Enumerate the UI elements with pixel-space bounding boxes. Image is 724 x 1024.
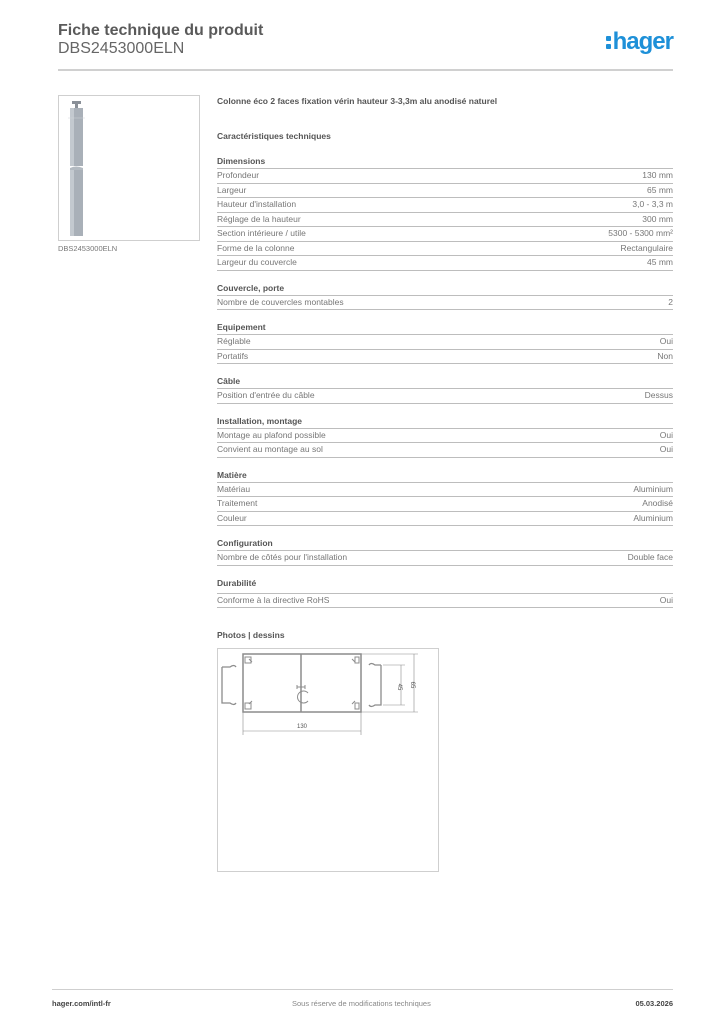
- spec-row: [217, 198, 673, 213]
- spec-label: Section intérieure / utile: [217, 228, 306, 238]
- spec-value: 3,0 - 3,3 m: [632, 199, 673, 209]
- spec-row: [217, 227, 673, 242]
- spec-value: Rectangulaire: [620, 242, 673, 253]
- section-title: Matière: [217, 470, 673, 483]
- spec-label: Forme de la colonne: [217, 242, 295, 253]
- spec-value: Oui: [659, 594, 673, 605]
- product-photo-caption: DBS2453000ELN: [58, 244, 118, 253]
- product-description: Colonne éco 2 faces fixation vérin hauteur 3-3,3m alu anodisé naturel: [217, 96, 498, 106]
- spec-label: Portatifs: [217, 350, 249, 361]
- spec-label: Traitement: [217, 498, 258, 508]
- spec-label: Convient au montage au sol: [217, 444, 323, 454]
- section-matiere: [217, 470, 673, 527]
- page-title: Fiche technique du produit: [58, 22, 264, 39]
- spec-row: [217, 497, 673, 512]
- footer-website-link[interactable]: hager.com/intl-fr: [52, 999, 111, 1008]
- spec-value: Aluminium: [633, 512, 673, 523]
- section-title: Installation, montage: [217, 416, 673, 429]
- spec-value: Oui: [659, 444, 673, 454]
- section-title: Couvercle, porte: [217, 283, 673, 296]
- spec-row: [217, 594, 673, 609]
- spec-row: [217, 242, 673, 257]
- spec-value: Oui: [659, 336, 673, 346]
- spec-value: Double face: [627, 552, 673, 562]
- section-installation-montage: [217, 416, 673, 458]
- spec-row: [217, 483, 673, 498]
- spec-label: Conforme à la directive RoHS: [217, 594, 330, 605]
- spec-value: 65 mm: [647, 184, 673, 195]
- spec-value: Anodisé: [642, 498, 673, 508]
- section-configuration: [217, 538, 673, 566]
- spec-value: Non: [657, 350, 673, 361]
- spec-row: [217, 429, 673, 444]
- spec-row: [217, 350, 673, 365]
- section-title: Dimensions: [217, 156, 673, 169]
- cross-section-drawing-icon: [218, 649, 438, 871]
- dimension-height-label: 65: [409, 681, 415, 689]
- dimension-width-label: 130: [296, 724, 308, 730]
- section-equipement: [217, 322, 673, 364]
- section-durabilite: [217, 578, 673, 609]
- spec-row: [217, 184, 673, 199]
- spec-row: [217, 256, 673, 271]
- photos-heading: Photos | dessins: [217, 630, 285, 640]
- spec-value: 5300 - 5300 mm²: [608, 228, 673, 238]
- spec-label: Couleur: [217, 512, 247, 523]
- section-cable: [217, 376, 673, 404]
- spec-value: 300 mm: [642, 213, 673, 224]
- page-footer: [52, 999, 673, 1008]
- footer-date: 05.03.2026: [635, 999, 673, 1008]
- specs-heading: Caractéristiques techniques: [217, 131, 331, 141]
- spec-label: Matériau: [217, 483, 251, 494]
- spec-row: [217, 335, 673, 350]
- spec-label: Largeur du couvercle: [217, 257, 297, 267]
- spec-label: Position d'entrée du câble: [217, 390, 315, 400]
- spec-row: [217, 169, 673, 184]
- spec-row: [217, 443, 673, 458]
- product-photo-column: [58, 95, 200, 253]
- section-title: Configuration: [217, 538, 673, 551]
- header-divider: [58, 69, 673, 71]
- hager-logo: [606, 28, 673, 56]
- page-header: [58, 22, 673, 58]
- column-product-icon: [59, 96, 199, 240]
- spec-label: Hauteur d'installation: [217, 199, 297, 209]
- logo-colon-icon: [606, 36, 611, 49]
- product-photo: [58, 95, 200, 241]
- spec-label: Réglage de la hauteur: [217, 213, 301, 224]
- section-title: Durabilité: [217, 578, 673, 594]
- section-couvercle-porte: [217, 283, 673, 311]
- specs-column: [217, 95, 673, 872]
- section-title: Câble: [217, 376, 673, 389]
- dimension-cover-label: 45: [396, 683, 402, 691]
- spec-label: Nombre de couvercles montables: [217, 296, 344, 307]
- spec-value: Dessus: [644, 390, 673, 400]
- spec-row: [217, 213, 673, 228]
- spec-row: [217, 389, 673, 404]
- technical-drawing: [217, 648, 439, 872]
- footer-note: Sous réserve de modifications techniques: [292, 999, 431, 1008]
- spec-label: Nombre de côtés pour l'installation: [217, 552, 348, 562]
- spec-label: Largeur: [217, 184, 247, 195]
- spec-row: [217, 551, 673, 566]
- footer-divider: [52, 989, 673, 990]
- spec-row: [217, 296, 673, 311]
- spec-label: Profondeur: [217, 170, 260, 180]
- section-title: Equipement: [217, 322, 673, 335]
- spec-value: 45 mm: [647, 257, 673, 267]
- logo-text: hager: [612, 28, 673, 55]
- spec-value: Oui: [659, 429, 673, 440]
- spec-value: 2: [668, 296, 673, 307]
- spec-label: Réglable: [217, 336, 251, 346]
- section-dimensions: [217, 156, 673, 271]
- spec-row: [217, 512, 673, 527]
- spec-value: Aluminium: [633, 483, 673, 494]
- spec-label: Montage au plafond possible: [217, 429, 326, 440]
- product-code: DBS2453000ELN: [58, 40, 185, 57]
- spec-value: 130 mm: [642, 170, 673, 180]
